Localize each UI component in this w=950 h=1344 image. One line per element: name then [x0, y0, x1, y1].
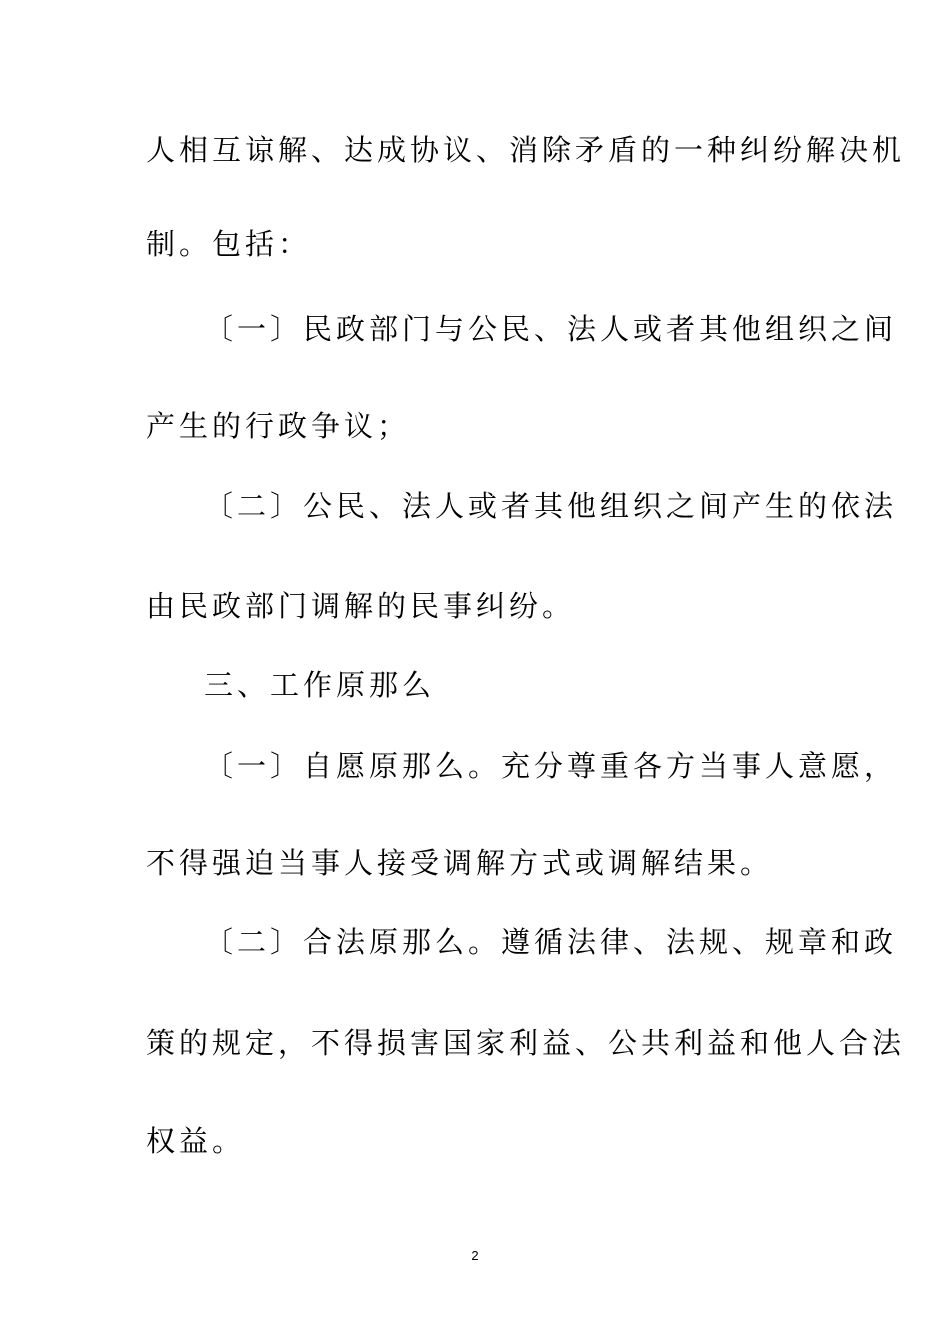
paragraph-line: 产生的行政争议； — [146, 409, 411, 443]
section-heading: 三、工作原那么 — [204, 668, 436, 702]
paragraph-line: 〔二〕合法原那么。遵循法律、法规、规章和政 — [204, 925, 898, 959]
paragraph-line: 不得强迫当事人接受调解方式或调解结果。 — [146, 846, 774, 880]
paragraph-line: 〔一〕自愿原那么。充分尊重各方当事人意愿， — [204, 749, 898, 783]
paragraph-line: 由民政部门调解的民事纠纷。 — [146, 589, 576, 623]
paragraph-line: 策的规定，不得损害国家利益、公共利益和他人合法 — [146, 1026, 906, 1060]
page-number: 2 — [471, 1248, 479, 1263]
paragraph-line: 制。包括： — [146, 227, 312, 261]
paragraph-line: 权益。 — [146, 1124, 246, 1158]
paragraph-line: 〔二〕公民、法人或者其他组织之间产生的依法 — [204, 489, 898, 523]
paragraph-line: 人相互谅解、达成协议、消除矛盾的一种纠纷解决机 — [146, 133, 906, 167]
paragraph-line: 〔一〕民政部门与公民、法人或者其他组织之间 — [204, 312, 898, 346]
